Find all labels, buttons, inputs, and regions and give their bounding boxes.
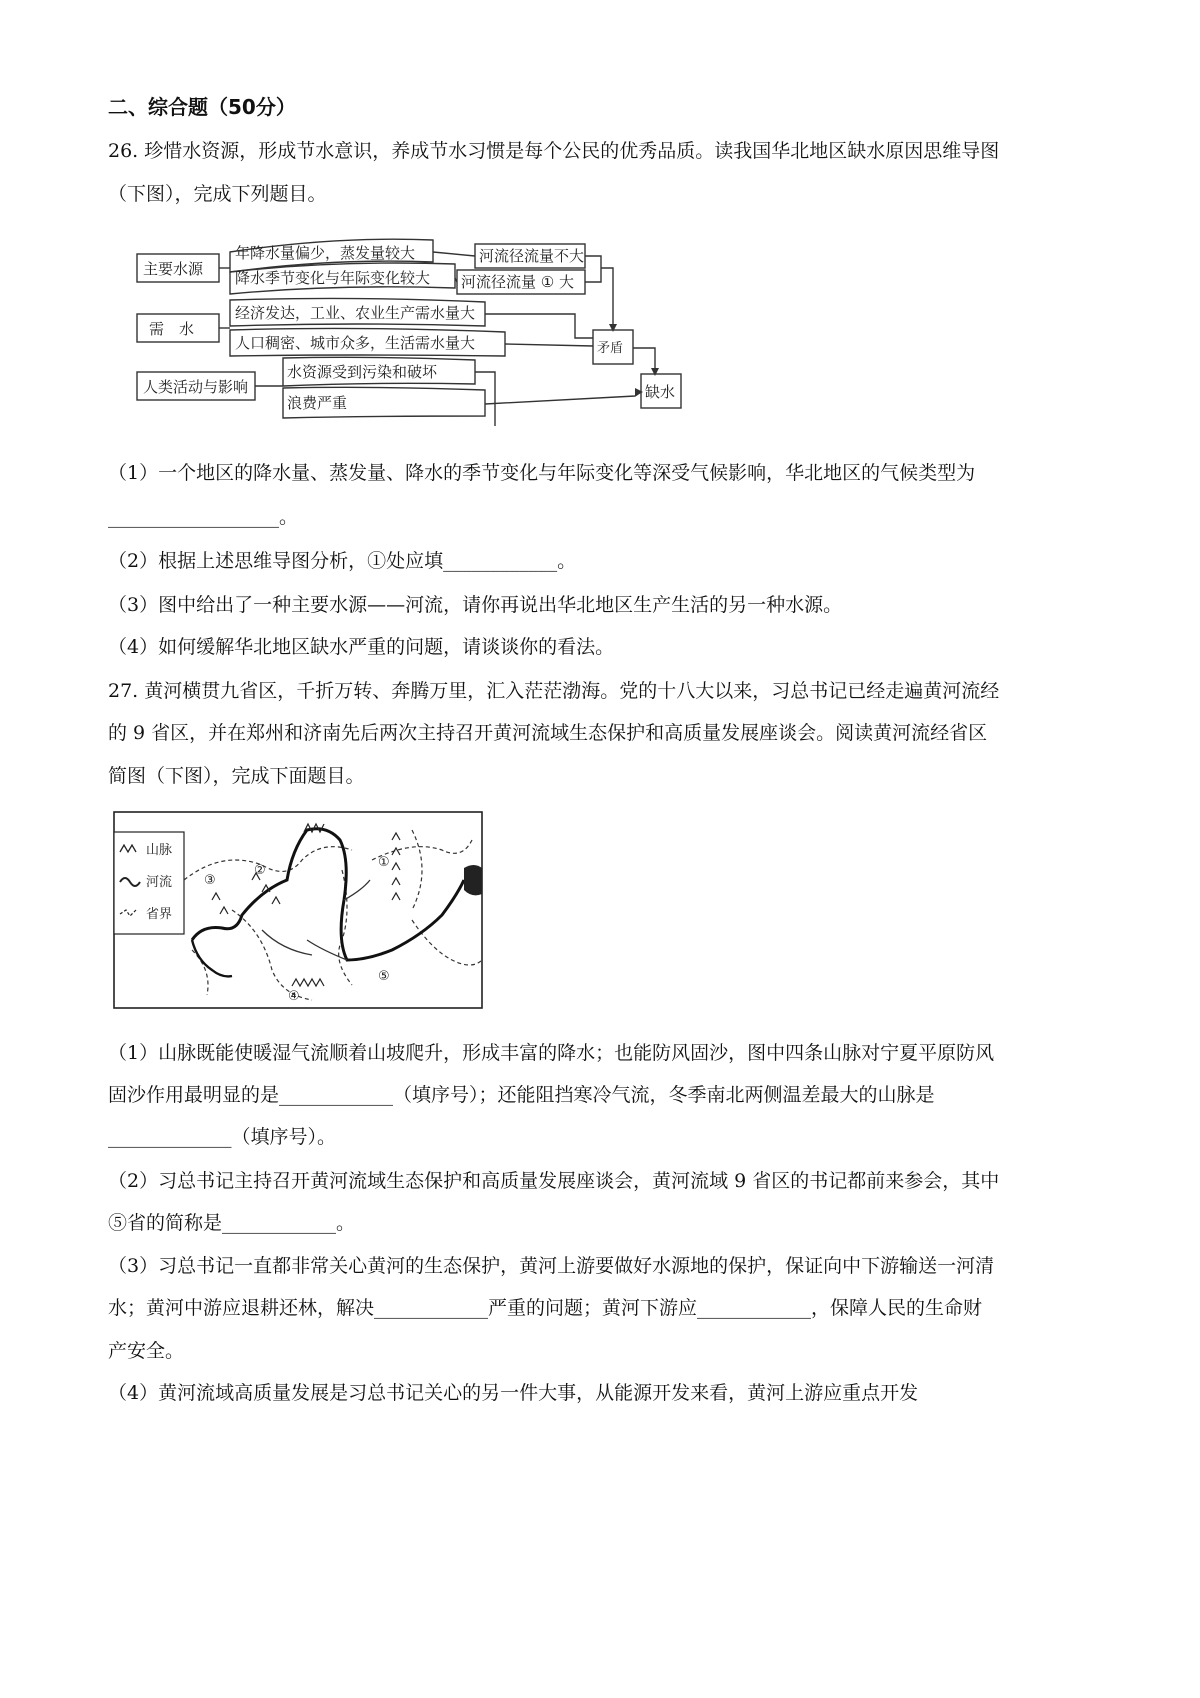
mindmap-cat-source: 主要水源 xyxy=(143,260,204,278)
q26-p3: （3）图中给出了一种主要水源——河流，请你再说出华北地区生产生活的另一种水源。 xyxy=(108,594,843,616)
q27-p4-line1: （4）黄河流域高质量发展是习总书记关心的另一件大事，从能源开发来看，黄河上游应重点开发 xyxy=(108,1382,919,1404)
yellow-river-map xyxy=(112,810,484,1010)
q27-p1-line1: （1）山脉既能使暖湿气流顺着山坡爬升，形成丰富的降水；也能防风固沙，图中四条山脉对宁夏平原防风 xyxy=(108,1042,995,1064)
mindmap-conflict: 矛盾 xyxy=(597,341,624,356)
map-label-5: ⑤ xyxy=(378,969,390,984)
q26-p4: （4）如何缓解华北地区缺水严重的问题，请谈谈你的看法。 xyxy=(108,636,615,658)
q27-p1-line3: _____________（填序号）。 xyxy=(108,1126,337,1148)
mindmap-src-a: 年降水量偏少，蒸发量较大 xyxy=(235,244,416,262)
mindmap-hum-a: 水资源受到污染和破坏 xyxy=(287,363,438,381)
section-title: 二、综合题（50分） xyxy=(108,95,296,119)
legend-border-label: 省界 xyxy=(146,907,173,922)
map-label-2: ② xyxy=(254,863,266,878)
mindmap-cat-demand: 需 水 xyxy=(149,320,195,338)
q27-intro-line2: 的 9 省区，并在郑州和济南先后两次主持召开黄河流域生态保护和高质量发展座谈会。阅读黄河流经省区 xyxy=(108,722,988,744)
map-label-1: ① xyxy=(378,855,390,870)
mindmap-dem-b: 人口稠密、城市众多，生活需水量大 xyxy=(235,334,476,352)
q27-p2-line2: ⑤省的简称是____________。 xyxy=(108,1212,356,1234)
q26-p1-line2: __________________。 xyxy=(108,506,299,528)
legend-river-label: 河流 xyxy=(146,875,173,890)
mindmap-river-a: 河流径流量不大 xyxy=(479,247,585,265)
mindmap-shortage: 缺水 xyxy=(645,383,676,401)
q27-intro-line1: 27. 黄河横贯九省区，千折万转、奔腾万里，汇入茫茫渤海。党的十八大以来，习总书记已经走遍黄河流经 xyxy=(108,680,1000,702)
water-shortage-mindmap xyxy=(135,226,715,426)
q26-p2: （2）根据上述思维导图分析，①处应填____________。 xyxy=(108,550,577,572)
mindmap-src-b: 降水季节变化与年际变化较大 xyxy=(235,269,431,287)
q26-intro-line1: 26. 珍惜水资源，形成节水意识，养成节水习惯是每个公民的优秀品质。读我国华北地区缺水原因思维导图 xyxy=(108,140,1000,162)
q26-p1-line1: （1）一个地区的降水量、蒸发量、降水的季节变化与年际变化等深受气候影响，华北地区的气候类型为 xyxy=(108,462,976,484)
q27-intro-line3: 简图（下图），完成下面题目。 xyxy=(108,765,365,787)
legend-mountain-label: 山脉 xyxy=(146,843,173,858)
mindmap-dem-a: 经济发达，工业、农业生产需水量大 xyxy=(235,304,476,322)
mindmap-cat-human: 人类活动与影响 xyxy=(143,378,249,396)
bohai-sea xyxy=(464,865,482,895)
mindmap-river-b: 河流径流量 ① 大 xyxy=(461,273,574,291)
map-label-3: ③ xyxy=(204,873,216,888)
q27-p3-line1: （3）习总书记一直都非常关心黄河的生态保护，黄河上游要做好水源地的保护，保证向中下游输送一河清 xyxy=(108,1255,995,1277)
q27-p3-line2: 水；黄河中游应退耕还林，解决____________严重的问题；黄河下游应____________，保障人民的生命财 xyxy=(108,1297,983,1319)
q27-p1-line2: 固沙作用最明显的是____________（填序号）；还能阻挡寒冷气流，冬季南北两侧温差最大的山脉是 xyxy=(108,1084,935,1106)
q26-intro-line2: （下图），完成下列题目。 xyxy=(108,183,327,205)
q27-p3-line3: 产安全。 xyxy=(108,1340,185,1362)
q27-p2-line1: （2）习总书记主持召开黄河流域生态保护和高质量发展座谈会，黄河流域 9 省区的书记都前来参会，其中 xyxy=(108,1170,1000,1192)
map-label-4: ④ xyxy=(288,989,300,1004)
mindmap-hum-b: 浪费严重 xyxy=(287,394,348,412)
